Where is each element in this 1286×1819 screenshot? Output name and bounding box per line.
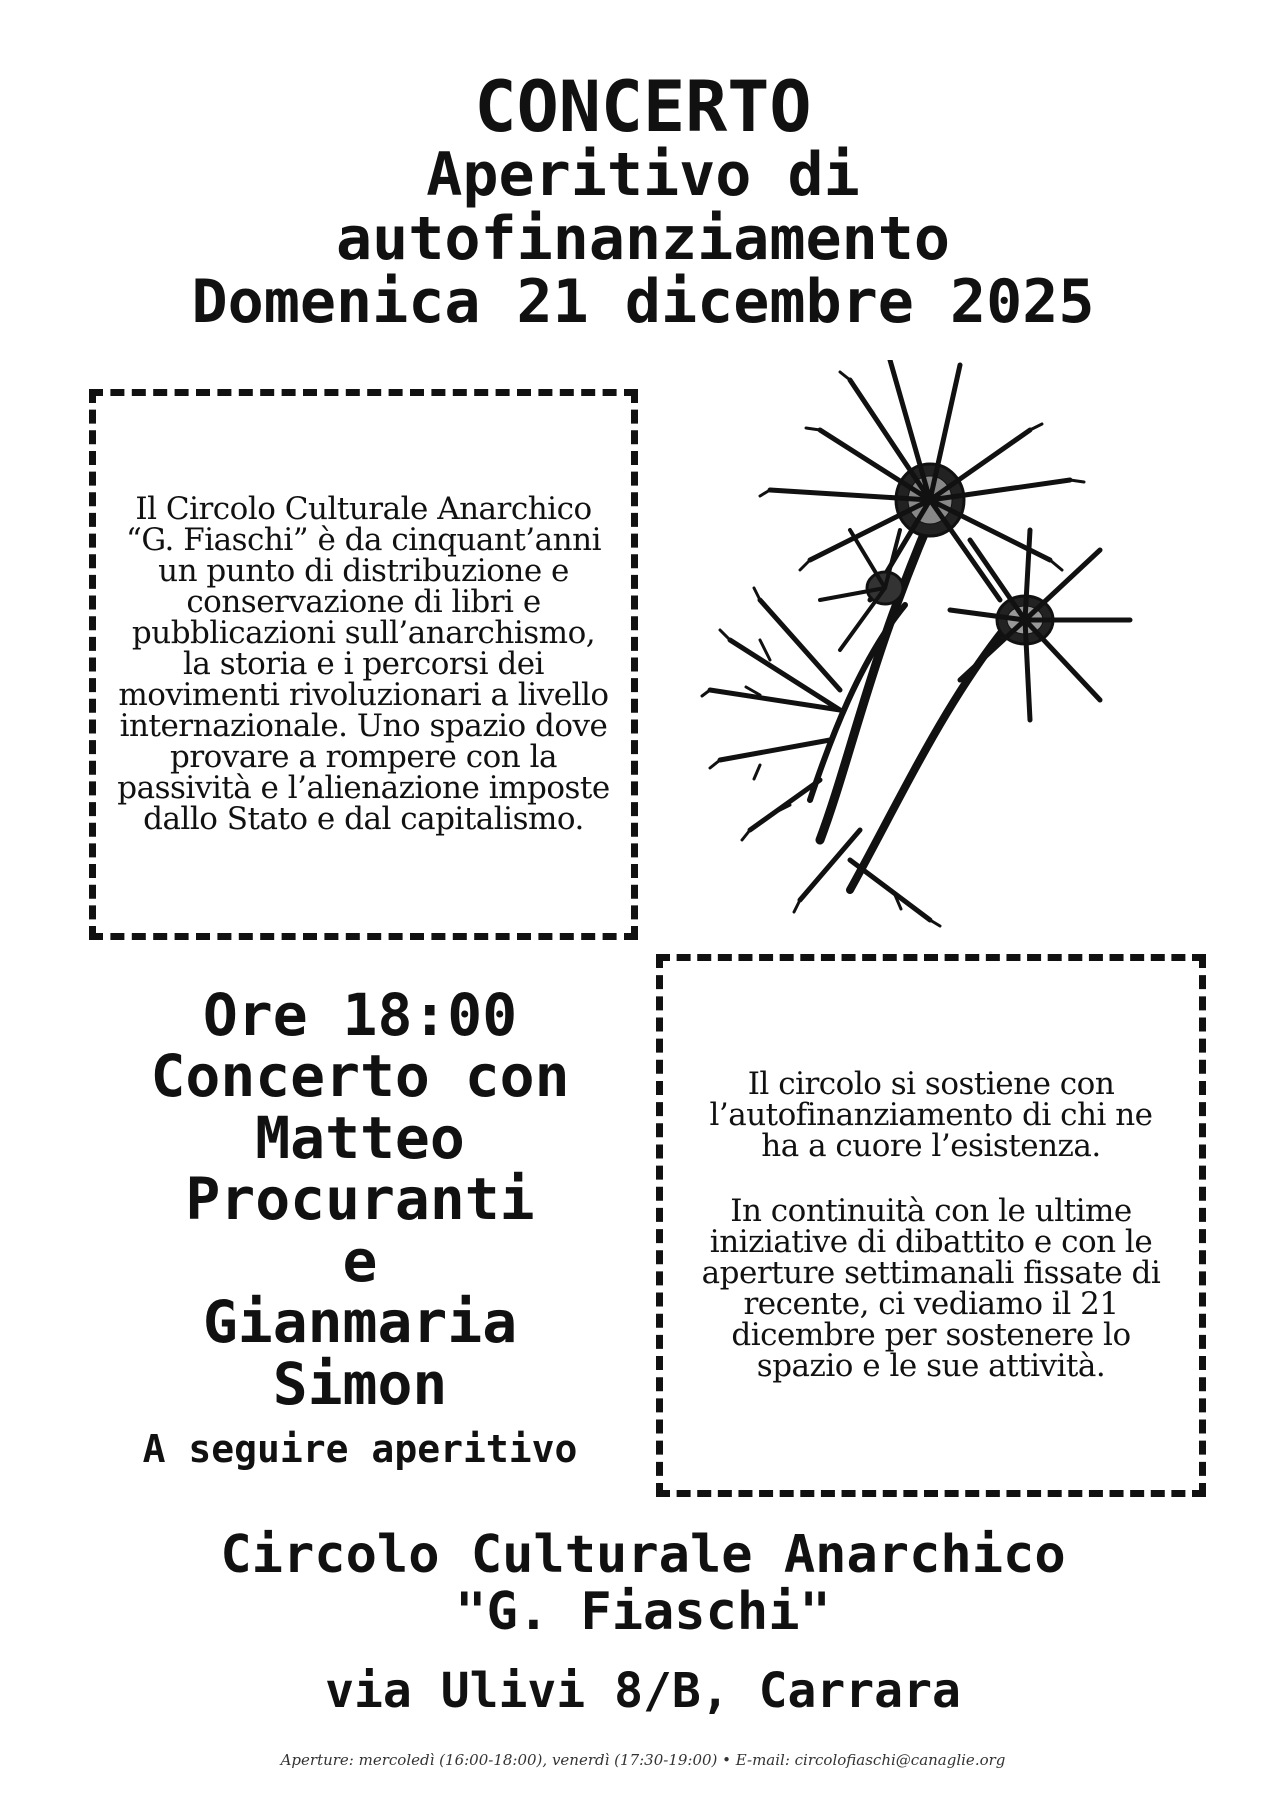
concert-details xyxy=(80,981,640,1472)
subtitle-line-1: Aperitivo di xyxy=(426,140,860,211)
footer xyxy=(0,1527,1286,1769)
support-paragraph-2: In continuità con le ultime iniziative di dibattito e con le aperture settimanali fissate di recente, ci vediamo il 21 dicembre per sostenere lo spazio e le sue attività. xyxy=(701,1193,1161,1384)
performer-1-first: Matteo xyxy=(255,1103,465,1172)
aperitivo-note: A seguire aperitivo xyxy=(142,1427,578,1472)
event-date: Domenica 21 dicembre 2025 xyxy=(191,267,1095,338)
concert-time: Ore 18:00 xyxy=(202,981,518,1049)
performer-2-last: Simon xyxy=(272,1349,448,1418)
opening-hours: Aperture: mercoledì (16:00-18:00), venerdì (17:30-19:00) • E-mail: circolofiaschi@canaglie.org xyxy=(280,1750,1006,1769)
performer-1-last: Procuranti xyxy=(185,1165,535,1234)
intro-box xyxy=(89,389,638,940)
organization-name-2: "G. Fiaschi" xyxy=(455,1582,831,1643)
header xyxy=(0,66,1286,338)
thistle-flower-illustration xyxy=(700,360,1180,940)
support-paragraph-1: Il circolo si sostiene con l’autofinanziamento di chi ne ha a cuore l’esistenza. xyxy=(709,1066,1153,1164)
performer-2-first: Gianmaria xyxy=(202,1288,518,1357)
support-text xyxy=(693,1066,1169,1384)
intro-text: Il Circolo Culturale Anarchico “G. Fiaschi” è da cinquant’anni un punto di distribuzione e conservazione di libri e pubblicazioni sull’anarchismo, la storia e i percorsi dei movimenti rivoluzionari a livello internazionale. Uno spazio dove provare a rompere con la passività e l’alienazione imposte dallo Stato e dal capitalismo. xyxy=(117,491,610,837)
conjunction: e xyxy=(342,1226,378,1295)
address: via Ulivi 8/B, Carrara xyxy=(325,1663,961,1720)
support-box xyxy=(656,954,1206,1497)
organization-name: Circolo Culturale Anarchico xyxy=(220,1525,1066,1585)
concert-intro: Concerto con xyxy=(150,1042,570,1111)
subtitle-line-2: autofinanziamento xyxy=(335,203,951,274)
page-title: CONCERTO xyxy=(474,66,812,148)
